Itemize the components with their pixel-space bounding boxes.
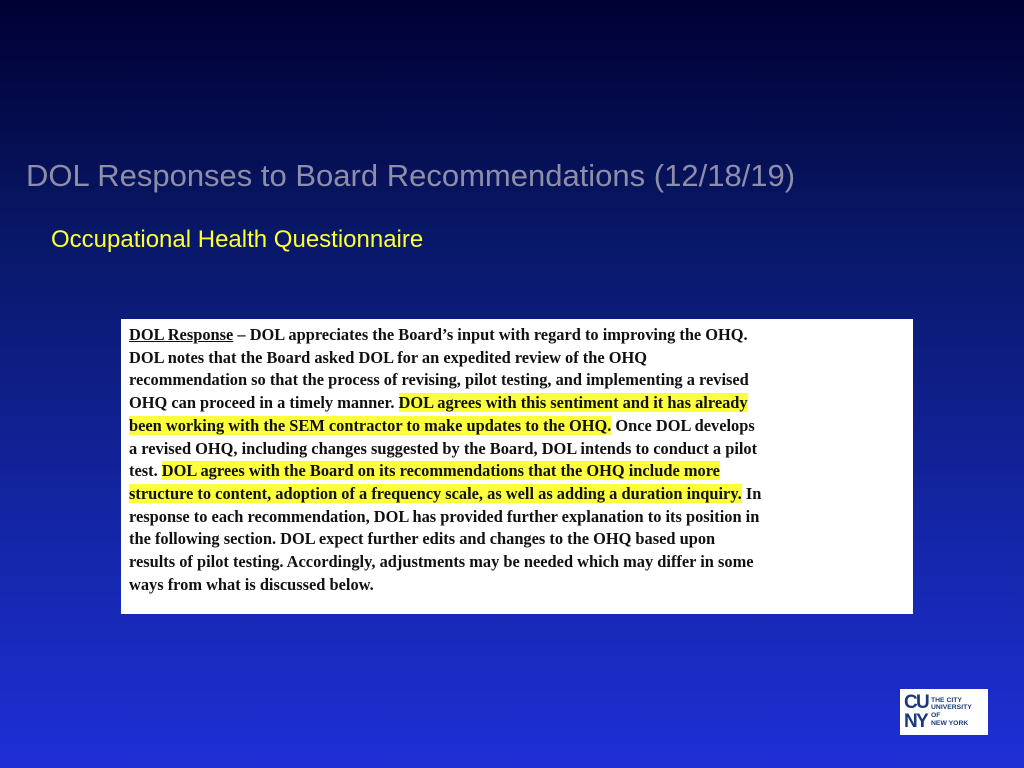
excerpt-text: OHQ can proceed in a timely manner. [129,393,399,413]
excerpt-line: DOL notes that the Board asked DOL for an expedited review of the OHQ [129,347,647,367]
highlighted-text: been working with the SEM contractor to make updates to the OHQ. [129,415,612,435]
logo-letter: Y [916,711,929,732]
logo-letter: N [904,711,918,732]
highlighted-text: DOL agrees with this sentiment and it has already [398,393,748,413]
cuny-logo-text [931,697,972,727]
excerpt-text: test. [129,461,162,481]
logo-letter: C [904,692,918,713]
logo-text-line: NEW YORK [931,719,969,727]
excerpt-line [129,483,905,506]
excerpt-line [129,392,905,415]
cuny-logo [900,689,988,735]
logo-text-line: OF [931,712,941,719]
excerpt-text: In [741,483,762,503]
slide-subtitle: Occupational Health Questionnaire [51,226,424,253]
document-excerpt-image [121,319,913,614]
excerpt-line [129,460,905,483]
excerpt-line: results of pilot testing. Accordingly, adjustments may be needed which may differ in some [129,552,754,572]
excerpt-line: ways from what is discussed below. [129,574,374,594]
excerpt-line: a revised OHQ, including changes suggested by the Board, DOL intends to conduct a pilot [129,438,758,458]
response-label: DOL Response [129,325,234,344]
excerpt-line: response to each recommendation, DOL has provided further explanation to its position in [129,506,760,526]
excerpt-text: Once DOL develops [611,415,755,435]
excerpt-line [129,324,905,347]
cuny-logo-mark [904,693,928,731]
logo-text-line: THE CITY [931,696,962,704]
excerpt-text: – DOL appreciates the Board’s input with regard to improving the OHQ. [233,325,748,344]
highlighted-text: DOL agrees with the Board on its recommendations that the OHQ include more [161,461,720,481]
logo-letter: U [916,692,930,713]
slide-title: DOL Responses to Board Recommendations (12/18/19) [26,158,796,193]
excerpt-line: recommendation so that the process of revising, pilot testing, and implementing a revised [129,370,749,390]
excerpt-line [129,415,905,438]
highlighted-text: structure to content, adoption of a frequency scale, as well as adding a duration inquiry. [129,483,742,503]
excerpt-line: the following section. DOL expect further edits and changes to the OHQ based upon [129,529,716,549]
logo-text-line: UNIVERSITY [931,704,972,712]
